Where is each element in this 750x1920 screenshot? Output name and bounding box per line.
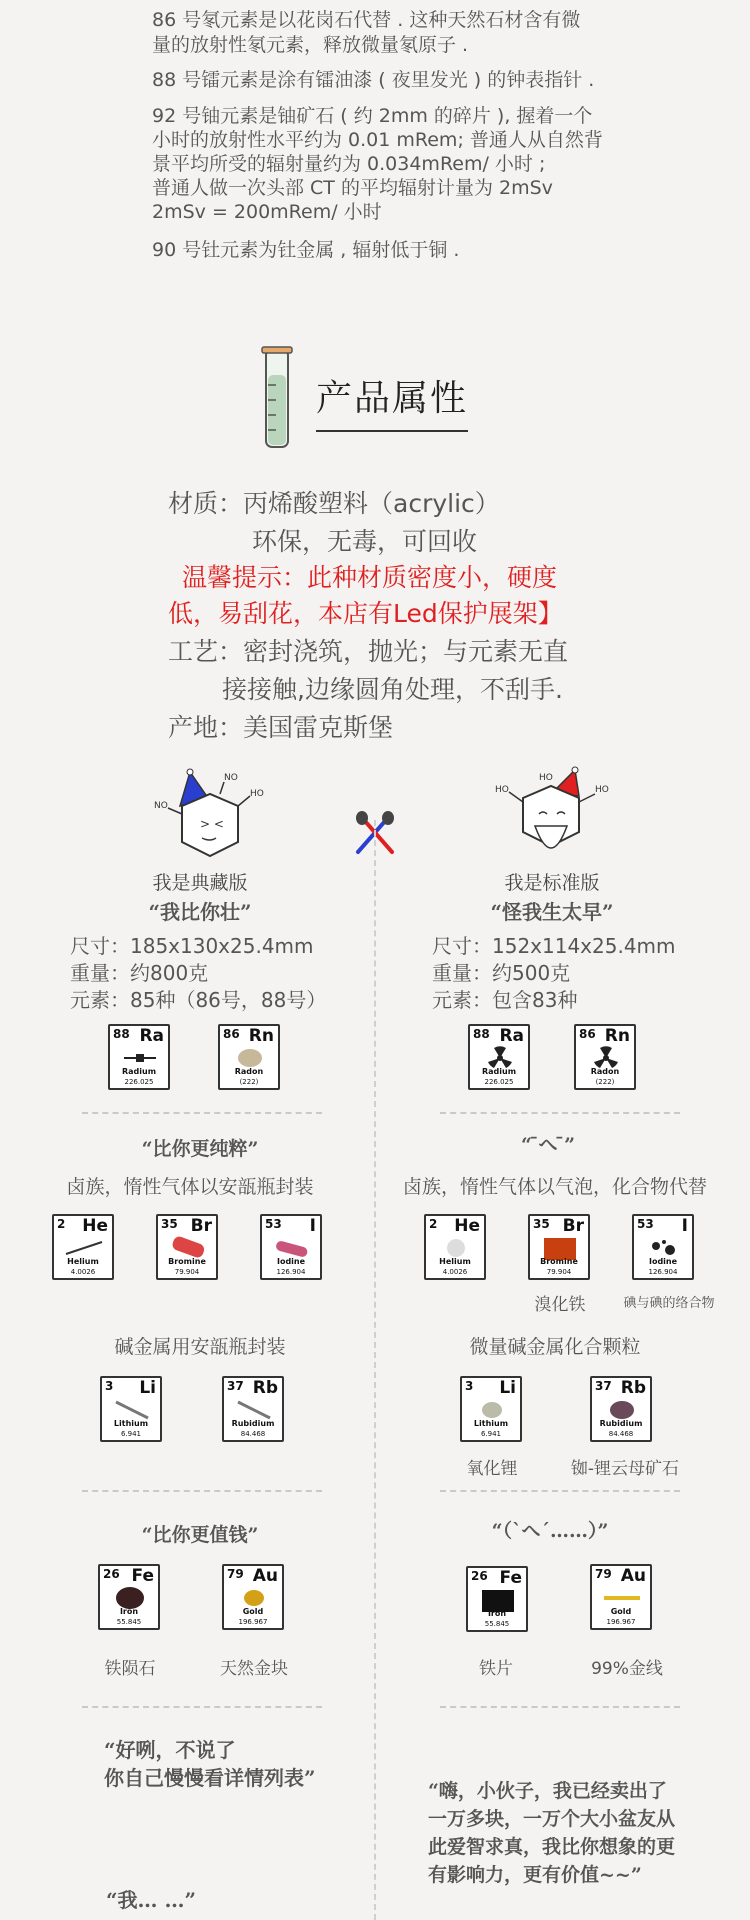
standard-li-caption: 氧化锂 (466, 1459, 518, 1479)
tile-rb-standard: 37 Rb Rubidium 84.468 (590, 1376, 652, 1442)
standard-closing1: “嗨，小伙子，我已经卖出了 (428, 1780, 667, 1802)
material-label: 材质：丙烯酸塑料（acrylic） (168, 489, 500, 518)
craft-line1: 工艺：密封浇筑，抛光；与元素无直 (168, 637, 569, 666)
material-note: 环保，无毒，可回收 (252, 527, 478, 556)
intro-uranium-line3: 景平均所受的辐射量约为 0.034mRem/ 小时 ; (152, 153, 546, 175)
tile-br-standard: 35 Br Bromine 79.904 (528, 1214, 590, 1280)
standard-br-caption: 溴化铁 (534, 1295, 586, 1315)
standard-name: 我是标准版 (504, 872, 600, 894)
collector-dash-3 (82, 1706, 322, 1708)
beaker-icon (258, 345, 298, 451)
collector-tag2: NO (224, 773, 238, 783)
tile-i-standard: 53 I Iodine 126.904 (632, 1214, 694, 1280)
tile-rn-collector: 86 Rn Radon (222) (218, 1024, 280, 1090)
tile-ra-collector: 88 Ra Radium 226.025 (108, 1024, 170, 1090)
collector-elements: 元素：85种（86号，88号） (70, 988, 327, 1012)
intro-radon-line1: 86 号氡元素是以花岗石代替 . 这种天然石材含有微 (152, 9, 581, 31)
collector-slogan3: “比你更值钱” (141, 1524, 259, 1546)
collector-alkali-desc: 碱金属用安瓿瓶封装 (114, 1336, 286, 1358)
intro-radium: 88 号镭元素是涂有镭油漆 ( 夜里发光 ) 的钟表指针 . (152, 69, 595, 91)
standard-dash-2 (440, 1490, 680, 1492)
standard-fe-caption: 铁片 (479, 1659, 513, 1679)
collector-tag3: HO (250, 789, 264, 799)
standard-tag1: HO (495, 785, 509, 795)
section-title: 产品属性 (316, 378, 469, 419)
standard-elements: 元素：包含83种 (432, 988, 578, 1012)
collector-tag1: NO (154, 801, 168, 811)
craft-line2: 接接触,边缘圆角处理，不刮手. (222, 675, 563, 704)
standard-tag2: HO (539, 773, 553, 783)
tile-br-collector: 35 Br Bromine 79.904 (156, 1214, 218, 1280)
standard-dash-1 (440, 1112, 680, 1114)
tile-li-collector: 3 Li Lithium 6.941 (100, 1376, 162, 1442)
tile-i-collector: 53 I Iodine 126.904 (260, 1214, 322, 1280)
standard-closing4: 有影响力，更有价值~~” (428, 1864, 642, 1886)
collector-mascot-icon (150, 768, 270, 868)
tip-line1: 温馨提示：此种材质密度小，硬度 (182, 563, 558, 592)
standard-halogen-desc: 卤族，惰性气体以气泡，化合物代替 (402, 1176, 707, 1198)
tile-au-standard: 79 Au Gold 196.967 (590, 1564, 652, 1630)
collector-slogan: “我比你壮” (148, 900, 252, 924)
collector-size: 尺寸：185x130x25.4mm (70, 934, 314, 958)
tile-fe-collector: 26 Fe Iron 55.845 (98, 1564, 160, 1630)
tile-he-standard: 2 He Helium 4.0026 (424, 1214, 486, 1280)
tile-li-standard: 3 Li Lithium 6.941 (460, 1376, 522, 1442)
collector-fe-caption: 铁陨石 (104, 1659, 156, 1679)
collector-halogen-desc: 卤族，惰性气体以安瓿瓶封装 (66, 1176, 314, 1198)
standard-mascot-icon (495, 762, 615, 872)
collector-closing1: “好咧，不说了 (104, 1738, 236, 1762)
standard-alkali-desc: 微量碱金属化合颗粒 (469, 1336, 641, 1358)
tile-rn-standard: 86 Rn Radon (222) (574, 1024, 636, 1090)
standard-au-caption: 99%金线 (591, 1659, 663, 1679)
intro-radon-line2: 量的放射性氡元素，释放微量氡原子 . (152, 34, 469, 56)
collector-dash-1 (82, 1112, 322, 1114)
tile-he-collector: 2 He Helium 4.0026 (52, 1214, 114, 1280)
standard-size: 尺寸：152x114x25.4mm (432, 934, 676, 958)
collector-weight: 重量：约800克 (70, 961, 209, 985)
collector-name: 我是典藏版 (152, 872, 248, 894)
standard-dash-3 (440, 1706, 680, 1708)
intro-uranium-line5: 2mSv = 200mRem/ 小时 (152, 201, 382, 223)
standard-closing2: 一万多块，一万个大小盆友从 (428, 1808, 676, 1830)
standard-rb-caption: 铷-锂云母矿石 (570, 1459, 680, 1479)
standard-slogan: “怪我生太早” (490, 900, 614, 924)
collector-dash-2 (82, 1490, 322, 1492)
tile-ra-standard: 88 Ra Radium 226.025 (468, 1024, 530, 1090)
intro-uranium-line1: 92 号铀元素是铀矿石 ( 约 2mm 的碎片 ), 握着一个 (152, 105, 593, 127)
tip-line2: 低，易刮花，本店有Led保护展架】 (168, 599, 563, 628)
origin: 产地：美国雷克斯堡 (168, 713, 394, 742)
center-divider (374, 820, 376, 1920)
tile-fe-standard: 26 Fe Iron 55.845 (466, 1566, 528, 1632)
collector-slogan2: “比你更纯粹” (141, 1138, 259, 1160)
standard-weight: 重量：约500克 (432, 961, 571, 985)
section-title-underline (316, 430, 468, 432)
tile-rb-collector: 37 Rb Rubidium 84.468 (222, 1376, 284, 1442)
intro-thorium: 90 号钍元素为钍金属 , 辐射低于铜 . (152, 239, 460, 261)
intro-uranium-line4: 普通人做一次头部 CT 的平均辐射计量为 2mSv (152, 177, 553, 199)
collector-closing3: “我… …” (106, 1888, 196, 1912)
collector-au-caption: 天然金块 (220, 1659, 288, 1679)
svg-text:> <: > < (200, 817, 224, 831)
standard-closing3: 此爱智求真，我比你想象的更 (428, 1836, 676, 1858)
tile-au-collector: 79 Au Gold 196.967 (222, 1564, 284, 1630)
standard-i-caption: 碘与碘的络合物 (623, 1296, 715, 1311)
standard-slogan2: “ ̄へ ̄” (520, 1134, 576, 1156)
standard-slogan3: “（`へ´……）” (491, 1520, 609, 1542)
collector-closing2: 你自己慢慢看详情列表” (104, 1766, 316, 1790)
standard-tag3: HO (595, 785, 609, 795)
intro-uranium-line2: 小时的放射性水平约为 0.01 mRem; 普通人从自然背 (152, 129, 603, 151)
